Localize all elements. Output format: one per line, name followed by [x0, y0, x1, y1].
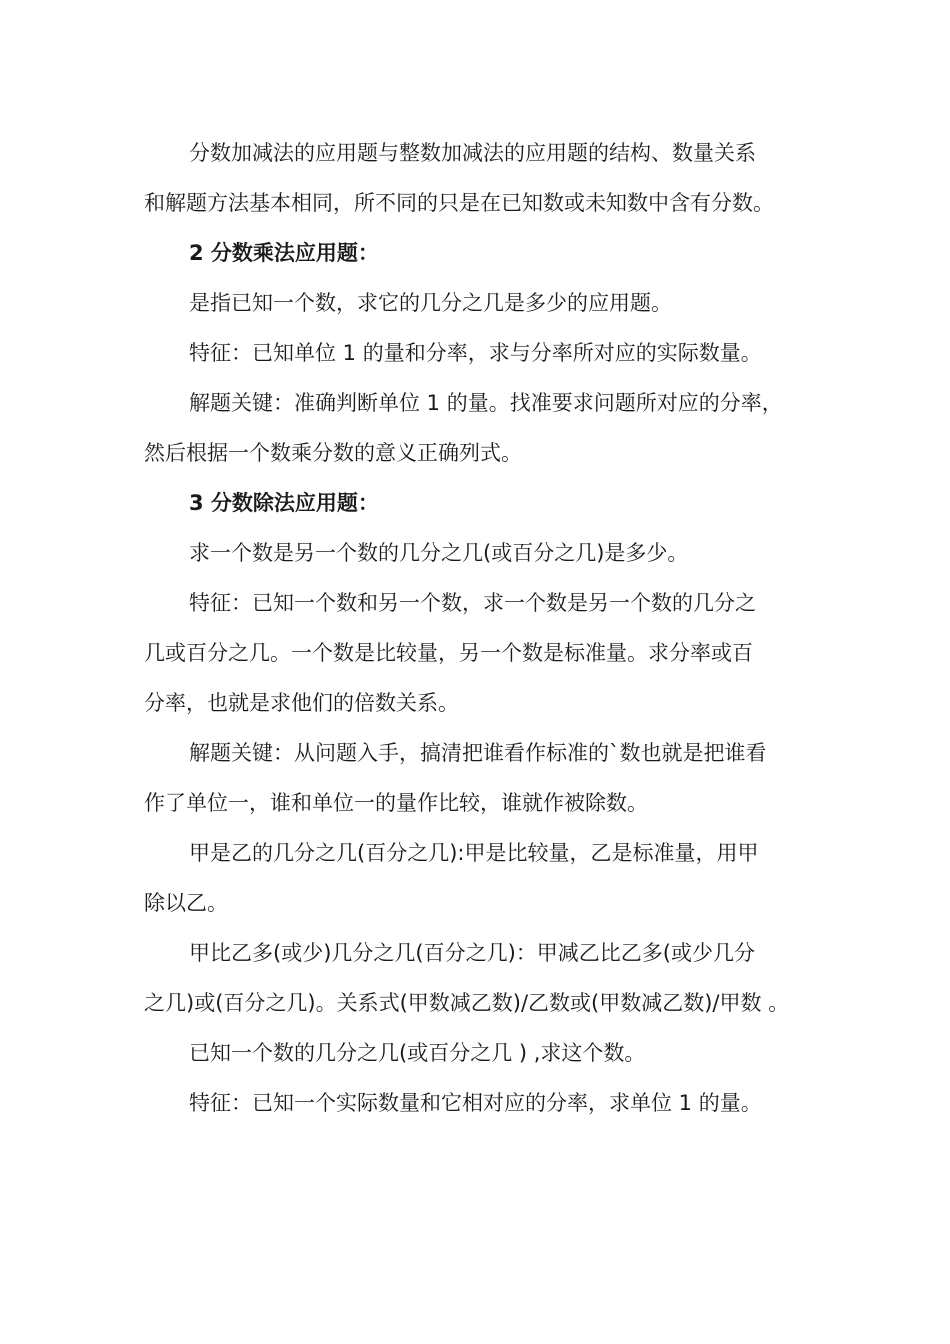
- paragraph-line: 已知一个数的几分之几(或百分之几 ) ,求这个数。: [189, 1041, 646, 1065]
- paragraph-line: 分率，也就是求他们的倍数关系。: [144, 691, 459, 715]
- paragraph-line: 甲是乙的几分之几(百分之几):甲是比较量，乙是标准量，用甲: [189, 841, 759, 865]
- section-heading: 2 分数乘法应用题：: [189, 241, 379, 265]
- document-body: [144, 128, 816, 1128]
- paragraph-line: 特征：已知一个实际数量和它相对应的分率，求单位 1 的量。: [189, 1091, 762, 1115]
- paragraph-line: 解题关键：从问题入手，搞清把谁看作标准的`数也就是把谁看: [189, 741, 767, 765]
- section-heading: 3 分数除法应用题：: [189, 491, 379, 515]
- paragraph-line: 作了单位一，谁和单位一的量作比较，谁就作被除数。: [144, 791, 648, 815]
- paragraph-line: 特征：已知一个数和另一个数，求一个数是另一个数的几分之: [189, 591, 756, 615]
- paragraph-line: 分数加减法的应用题与整数加减法的应用题的结构、数量关系: [189, 141, 756, 165]
- paragraph-line: 然后根据一个数乘分数的意义正确列式。: [144, 441, 522, 465]
- paragraph-line: 和解题方法基本相同，所不同的只是在已知数或未知数中含有分数。: [144, 191, 774, 215]
- paragraph-line: 是指已知一个数，求它的几分之几是多少的应用题。: [189, 291, 672, 315]
- paragraph-line: 之几)或(百分之几)。关系式(甲数减乙数)/乙数或(甲数减乙数)/甲数 。: [144, 991, 790, 1015]
- paragraph-line: 除以乙。: [144, 891, 228, 915]
- paragraph-line: 几或百分之几。一个数是比较量，另一个数是标准量。求分率或百: [144, 641, 753, 665]
- paragraph-line: 甲比乙多(或少)几分之几(百分之几)：甲减乙比乙多(或少几分: [189, 941, 755, 965]
- paragraph-line: 特征：已知单位 1 的量和分率，求与分率所对应的实际数量。: [189, 341, 762, 365]
- paragraph-line: 求一个数是另一个数的几分之几(或百分之几)是多少。: [189, 541, 689, 565]
- paragraph-line: 解题关键：准确判断单位 1 的量。找准要求问题所对应的分率，: [189, 391, 783, 415]
